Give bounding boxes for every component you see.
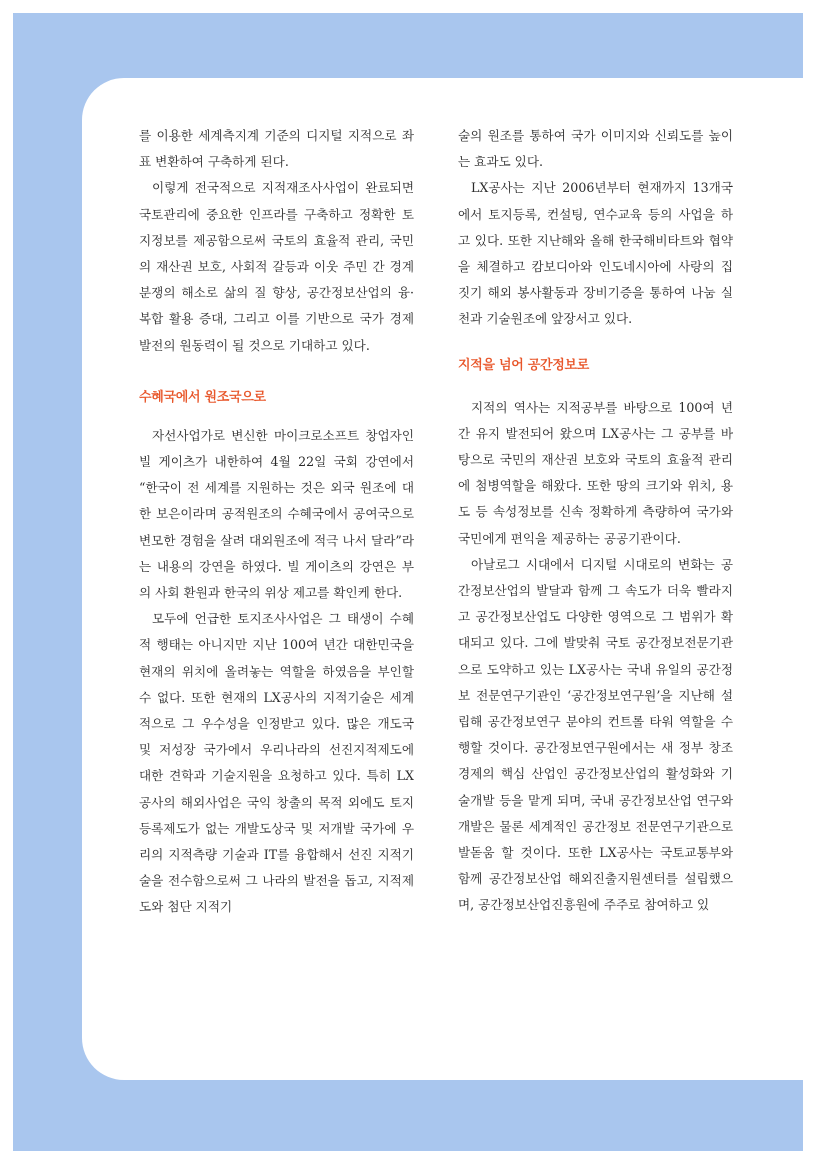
left-paragraph-3: 자선사업가로 변신한 마이크로소프트 창업자인 빌 게이츠가 내한하여 4월 22일 국회 강연에서 “한국이 전 세계를 지원하는 것은 외국 원조에 대한 보은이라며 공적원조의 수혜국에서 공여국으로 변모한 경험을 살려 대외원조에 적극 나서 달라”라는 내용의 강연을 하였다. 빌 게이츠의 강연은 부의 사회 환원과 한국의 위상 제고를 확인케 한다. (139, 427, 414, 601)
section-heading-recipient-to-donor: 수혜국에서 원조국으로 (139, 389, 266, 405)
left-column (139, 123, 414, 921)
right-column (458, 123, 733, 919)
right-paragraph-2: LX공사는 지난 2006년부터 현재까지 13개국에서 토지등록, 컨설팅, 연수교육 등의 사업을 하고 있다. 또한 지난해와 올해 한국해비타트와 협약을 체결하고 캄보디아와 인도네시아에 사랑의 집짓기 해외 봉사활동과 장비기증을 통하여 나눔 실천과 기술원조에 앞장서고 있다. (458, 180, 733, 327)
left-paragraph-4: 모두에 언급한 토지조사사업은 그 태생이 수혜적 행태는 아니지만 지난 100여 년간 대한민국을 현재의 위치에 올려놓는 역할을 하였음을 부인할 수 없다. 또한 현재의 LX공사의 지적기술은 세계적으로 그 우수성을 인정받고 있다. 많은 개도국 및 저성장 국가에서 우리나라의 선진지적제도에 대한 견학과 기술지원을 요청하고 있다. 특히 LX공사의 해외사업은 국익 창출의 목적 외에도 토지등록제도가 없는 개발도상국 및 저개발 국가에 우리의 지적측량 기술과 IT를 융합해서 선진 지적기술을 전수함으로써 그 나라의 발전을 돕고, 지적제도와 첨단 지적기 (139, 611, 414, 915)
section-heading-beyond-cadastre: 지적을 넘어 공간정보로 (458, 357, 590, 373)
right-paragraph-3: 지적의 역사는 지적공부를 바탕으로 100여 년간 유지 발전되어 왔으며 LX공사는 그 공부를 바탕으로 국민의 재산권 보호와 국토의 효율적 관리에 첨병역할을 해왔다. 또한 땅의 크기와 위치, 용도 등 속성정보를 신속 정확하게 측량하여 국가와 국민에게 편익을 제공하는 공공기관이다. (458, 399, 733, 546)
right-paragraph-4: 아날로그 시대에서 디지털 시대로의 변화는 공간정보산업의 발달과 함께 그 속도가 더욱 빨라지고 공간정보산업도 다양한 영역으로 그 범위가 확대되고 있다. 그에 발맞춰 국토 공간정보전문기관으로 도약하고 있는 LX공사는 국내 유일의 공간정보 전문연구기관인 ‘공간정보연구원’을 지난해 설립해 공간정보연구 분야의 컨트롤 타워 역할을 수행할 것이다. 공간정보연구원에서는 새 정부 창조경제의 핵심 산업인 공간정보산업의 활성화와 기술개발 등을 맡게 되며, 국내 공간정보산업 연구와 개발은 물론 세계적인 공간정보 전문연구기관으로 발돋움 할 것이다. 또한 LX공사는 국토교통부와 함께 공간정보산업 해외진출지원센터를 설립했으며, 공간정보산업진흥원에 주주로 참여하고 있 (458, 556, 733, 913)
left-paragraph-1: 를 이용한 세계측지계 기준의 디지털 지적으로 좌표 변환하여 구축하게 된다. (139, 128, 414, 170)
left-paragraph-2: 이렇게 전국적으로 지적재조사사업이 완료되면 국토관리에 중요한 인프라를 구축하고 정확한 토지정보를 제공함으로써 국토의 효율적 관리, 국민의 재산권 보호, 사회적 갈등과 이웃 주민 간 경계 분쟁의 해소로 삶의 질 향상, 공간정보산업의 융·복합 활용 증대, 그리고 이를 기반으로 국가 경제 발전의 원동력이 될 것으로 기대하고 있다. (139, 180, 414, 353)
right-paragraph-1: 술의 원조를 통하여 국가 이미지와 신뢰도를 높이는 효과도 있다. (458, 128, 733, 170)
